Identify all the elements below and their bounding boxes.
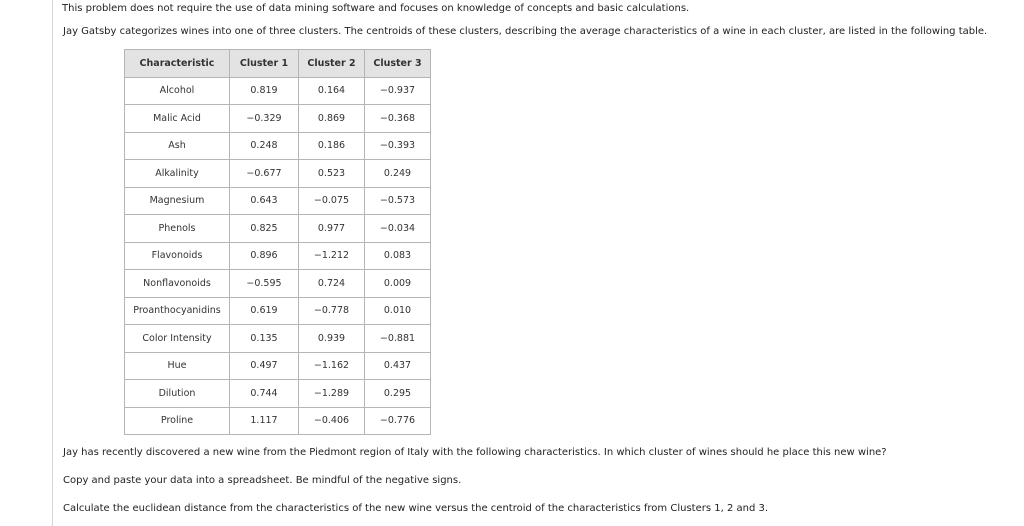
cluster-2-value: 0.869 xyxy=(299,105,365,133)
cluster-1-value: 1.117 xyxy=(230,407,299,435)
cluster-1-value: −0.329 xyxy=(230,105,299,133)
table-header-row xyxy=(125,50,431,78)
cluster-2-value: 0.724 xyxy=(299,270,365,298)
cluster-1-value: −0.595 xyxy=(230,270,299,298)
cluster-1-value: 0.248 xyxy=(230,132,299,160)
table-row xyxy=(125,407,431,435)
cluster-2-value: −1.212 xyxy=(299,242,365,270)
intro-line-2: Jay Gatsby categorizes wines into one of three clusters. The centroids of these clusters, describing the average characteristics of a wine in each cluster, are listed in the following table. xyxy=(63,26,988,37)
row-characteristic: Alkalinity xyxy=(125,160,230,188)
table-row xyxy=(125,270,431,298)
cluster-3-value: 0.083 xyxy=(365,242,431,270)
cluster-1-value: −0.677 xyxy=(230,160,299,188)
cluster-1-value: 0.896 xyxy=(230,242,299,270)
cluster-1-value: 0.819 xyxy=(230,77,299,105)
row-characteristic: Proanthocyanidins xyxy=(125,297,230,325)
row-characteristic: Proline xyxy=(125,407,230,435)
row-characteristic: Malic Acid xyxy=(125,105,230,133)
header-cluster-1: Cluster 1 xyxy=(230,50,299,78)
question-line-3: Calculate the euclidean distance from the characteristics of the new wine versus the centroid of the characteristics from Clusters 1, 2 and 3. xyxy=(63,503,769,514)
header-cluster-2: Cluster 2 xyxy=(299,50,365,78)
cluster-3-value: −0.368 xyxy=(365,105,431,133)
cluster-2-value: 0.164 xyxy=(299,77,365,105)
cluster-2-value: 0.939 xyxy=(299,325,365,353)
cluster-3-value: −0.573 xyxy=(365,187,431,215)
table-row xyxy=(125,105,431,133)
table-row xyxy=(125,380,431,408)
cluster-1-value: 0.497 xyxy=(230,352,299,380)
question-line-1: Jay has recently discovered a new wine from the Piedmont region of Italy with the following characteristics. In which cluster of wines should he place this new wine? xyxy=(63,447,887,458)
row-characteristic: Dilution xyxy=(125,380,230,408)
cluster-2-value: 0.977 xyxy=(299,215,365,243)
table-row xyxy=(125,325,431,353)
cluster-3-value: −0.776 xyxy=(365,407,431,435)
cluster-3-value: −0.881 xyxy=(365,325,431,353)
header-cluster-3: Cluster 3 xyxy=(365,50,431,78)
table-row xyxy=(125,242,431,270)
cluster-3-value: 0.249 xyxy=(365,160,431,188)
left-divider xyxy=(52,0,53,526)
cluster-2-value: 0.186 xyxy=(299,132,365,160)
cluster-1-value: 0.643 xyxy=(230,187,299,215)
row-characteristic: Color Intensity xyxy=(125,325,230,353)
cluster-2-value: −1.289 xyxy=(299,380,365,408)
table-row xyxy=(125,77,431,105)
intro-line-1: This problem does not require the use of data mining software and focuses on knowledge of concepts and basic calculations. xyxy=(62,3,690,14)
table-row xyxy=(125,160,431,188)
cluster-2-value: −0.075 xyxy=(299,187,365,215)
row-characteristic: Nonflavonoids xyxy=(125,270,230,298)
cluster-1-value: 0.825 xyxy=(230,215,299,243)
cluster-1-value: 0.135 xyxy=(230,325,299,353)
cluster-3-value: −0.937 xyxy=(365,77,431,105)
row-characteristic: Phenols xyxy=(125,215,230,243)
cluster-1-value: 0.619 xyxy=(230,297,299,325)
cluster-3-value: 0.009 xyxy=(365,270,431,298)
table-row xyxy=(125,215,431,243)
table-row xyxy=(125,352,431,380)
cluster-2-value: 0.523 xyxy=(299,160,365,188)
cluster-2-value: −0.778 xyxy=(299,297,365,325)
cluster-2-value: −1.162 xyxy=(299,352,365,380)
row-characteristic: Magnesium xyxy=(125,187,230,215)
cluster-3-value: 0.295 xyxy=(365,380,431,408)
cluster-2-value: −0.406 xyxy=(299,407,365,435)
cluster-1-value: 0.744 xyxy=(230,380,299,408)
centroid-table xyxy=(124,49,431,435)
cluster-3-value: 0.010 xyxy=(365,297,431,325)
table-row xyxy=(125,132,431,160)
row-characteristic: Hue xyxy=(125,352,230,380)
table-row xyxy=(125,187,431,215)
cluster-3-value: 0.437 xyxy=(365,352,431,380)
header-characteristic: Characteristic xyxy=(125,50,230,78)
table-row xyxy=(125,297,431,325)
cluster-3-value: −0.034 xyxy=(365,215,431,243)
cluster-3-value: −0.393 xyxy=(365,132,431,160)
row-characteristic: Ash xyxy=(125,132,230,160)
question-line-2: Copy and paste your data into a spreadsheet. Be mindful of the negative signs. xyxy=(63,475,462,486)
row-characteristic: Flavonoids xyxy=(125,242,230,270)
row-characteristic: Alcohol xyxy=(125,77,230,105)
